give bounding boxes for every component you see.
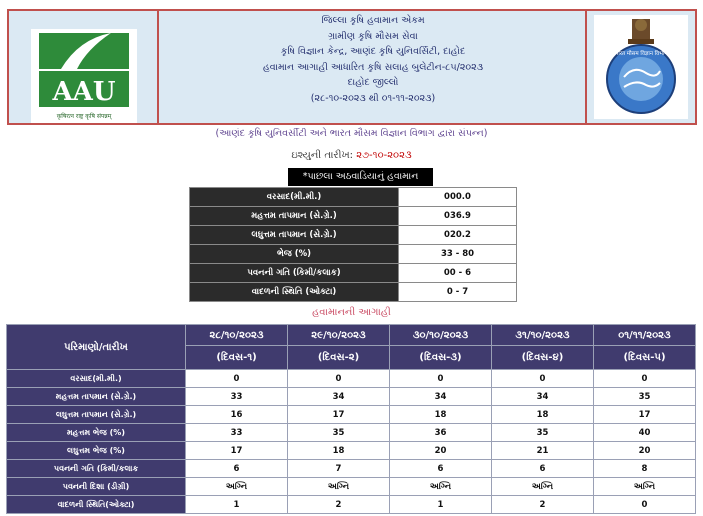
forecast-cell: 20 [390,442,492,460]
forecast-cell: 1 [390,496,492,514]
past-row-label: વાદળની સ્થિતિ (ઓક્ટા) [190,283,399,302]
forecast-day: (દિવસ-૩) [390,346,492,370]
aau-logo-tagline: कृषिरत्न राष्ट्र कृषि संपन्नम् [56,113,112,120]
forecast-row-label: મહત્તમ તાપમાન (સે.ગ્રે.) [7,388,186,406]
param-header: પરિમાણો/તારીખ [7,325,186,370]
header-text-block [159,11,587,123]
past-week-table [189,187,517,302]
header-line-bulletin: હવામાન આગાહી આધારિત કૃષિ સલાહ બુલેટીન-૮૫/૨૦૨૩ [262,61,484,73]
forecast-table [6,324,696,514]
table-row [7,442,696,460]
past-row-value: 00 - 6 [399,264,517,283]
forecast-title: હવામાનની આગાહી [312,307,391,318]
forecast-cell: 7 [288,460,390,478]
forecast-cell: અગ્નિ [390,478,492,496]
forecast-cell: 35 [288,424,390,442]
forecast-header-row [7,325,696,346]
past-row-label: મહત્તમ તાપમાન (સે.ગ્રે.) [190,207,399,226]
forecast-row-label: વરસાદ(મી.મી.) [7,370,186,388]
table-row [190,188,517,207]
forecast-cell: અગ્નિ [186,478,288,496]
forecast-cell: 6 [186,460,288,478]
table-row [7,460,696,478]
forecast-day: (દિવસ-૧) [186,346,288,370]
forecast-cell: અગ્નિ [594,478,696,496]
table-row [190,226,517,245]
table-row [190,207,517,226]
forecast-row-label: પવનની દિશા (ડીગ્રી) [7,478,186,496]
forecast-cell: અગ્નિ [492,478,594,496]
table-row [7,478,696,496]
past-row-value: 0 - 7 [399,283,517,302]
forecast-cell: 17 [186,442,288,460]
forecast-cell: 1 [186,496,288,514]
forecast-date: ૨૯/૧૦/૨૦૨૩ [288,325,390,346]
forecast-cell: 6 [390,460,492,478]
table-row [7,370,696,388]
forecast-cell: 16 [186,406,288,424]
forecast-date: ૩૦/૧૦/૨૦૨૩ [390,325,492,346]
forecast-date: ૦૧/૧૧/૨૦૨૩ [594,325,696,346]
emblem-text: भारत मौसम विज्ञान विभाग [614,51,668,57]
forecast-date: ૨૮/૧૦/૨૦૨૩ [186,325,288,346]
forecast-cell: અગ્નિ [288,478,390,496]
imd-emblem-icon [594,15,688,119]
past-row-label: પવનની ગતિ (કિમી/કલાક) [190,264,399,283]
table-row [7,496,696,514]
forecast-cell: 0 [594,496,696,514]
forecast-cell: 0 [186,370,288,388]
forecast-day: (દિવસ-૪) [492,346,594,370]
forecast-row-label: લઘુત્તમ ભેજ (%) [7,442,186,460]
past-row-label: લઘુત્તમ તાપમાન (સે.ગ્રે.) [190,226,399,245]
header-line-unit: જિલ્લા કૃષિ હવામાન એકમ [321,15,425,26]
forecast-row-label: પવનની ગતિ (કિમી/કલાક [7,460,186,478]
forecast-cell: 18 [390,406,492,424]
table-row [190,264,517,283]
forecast-cell: 17 [288,406,390,424]
table-row [7,424,696,442]
forecast-row-label: વાદળની સ્થિતિ(ઓક્ટા) [7,496,186,514]
past-row-label: ભેજ (%) [190,245,399,264]
forecast-cell: 40 [594,424,696,442]
emblem-panel [585,11,695,123]
past-row-value: 020.2 [399,226,517,245]
forecast-cell: 34 [492,388,594,406]
past-row-value: 33 - 80 [399,245,517,264]
table-row [190,283,517,302]
forecast-cell: 17 [594,406,696,424]
past-row-value: 000.0 [399,188,517,207]
aau-logo-text: AAU [52,77,116,107]
forecast-cell: 20 [594,442,696,460]
issue-date-value: ૨૭-૧૦-૨૦૨૩ [356,150,412,161]
forecast-cell: 8 [594,460,696,478]
forecast-cell: 2 [492,496,594,514]
header-line-district: દાહોદ જીલ્લો [347,77,399,89]
forecast-cell: 36 [390,424,492,442]
past-week-title: *પાછલા અઠવાડિયાનું હવામાન [288,168,433,186]
past-row-value: 036.9 [399,207,517,226]
header-line-period: (૨૮-૧૦-૨૦૨૩ થી ૦૧-૧૧-૨૦૨૩) [310,92,436,104]
forecast-cell: 35 [594,388,696,406]
forecast-cell: 0 [492,370,594,388]
forecast-cell: 34 [390,388,492,406]
issue-date-line [0,150,703,161]
table-row [7,406,696,424]
forecast-cell: 0 [288,370,390,388]
header-line-kvk: કૃષિ વિજ્ઞાન કેન્દ્ર, આણંદ કૃષિ યુનિવર્સિટી, દાહોદ [280,46,466,58]
bulletin-header [7,9,697,125]
forecast-cell: 0 [390,370,492,388]
forecast-row-label: લઘુત્તમ તાપમાન (સે.ગ્રે.) [7,406,186,424]
table-row [7,388,696,406]
bulletin-subtitle: (આણંદ કૃષિ યુનિવર્સીટી અને ભારત મૌસમ વિજ્ઞાન વિભાગ દ્વારા સંપન્ન) [215,128,488,139]
issue-date-label: ઇશ્યુની તારીખ: [291,150,354,161]
forecast-cell: 34 [288,388,390,406]
forecast-cell: 21 [492,442,594,460]
forecast-date: ૩૧/૧૦/૨૦૨૩ [492,325,594,346]
past-row-label: વરસાદ(મી.મી.) [190,188,399,207]
logo-panel [9,11,159,123]
forecast-row-label: મહત્તમ ભેજ (%) [7,424,186,442]
forecast-cell: 18 [492,406,594,424]
forecast-cell: 35 [492,424,594,442]
header-line-service: ગ્રામીણ કૃષિ મૌસમ સેવા [328,30,418,42]
forecast-cell: 0 [594,370,696,388]
forecast-cell: 18 [288,442,390,460]
aau-logo [31,29,137,123]
forecast-day: (દિવસ-૫) [594,346,696,370]
forecast-cell: 33 [186,424,288,442]
forecast-cell: 2 [288,496,390,514]
forecast-cell: 33 [186,388,288,406]
forecast-day: (દિવસ-૨) [288,346,390,370]
table-row [190,245,517,264]
forecast-cell: 6 [492,460,594,478]
